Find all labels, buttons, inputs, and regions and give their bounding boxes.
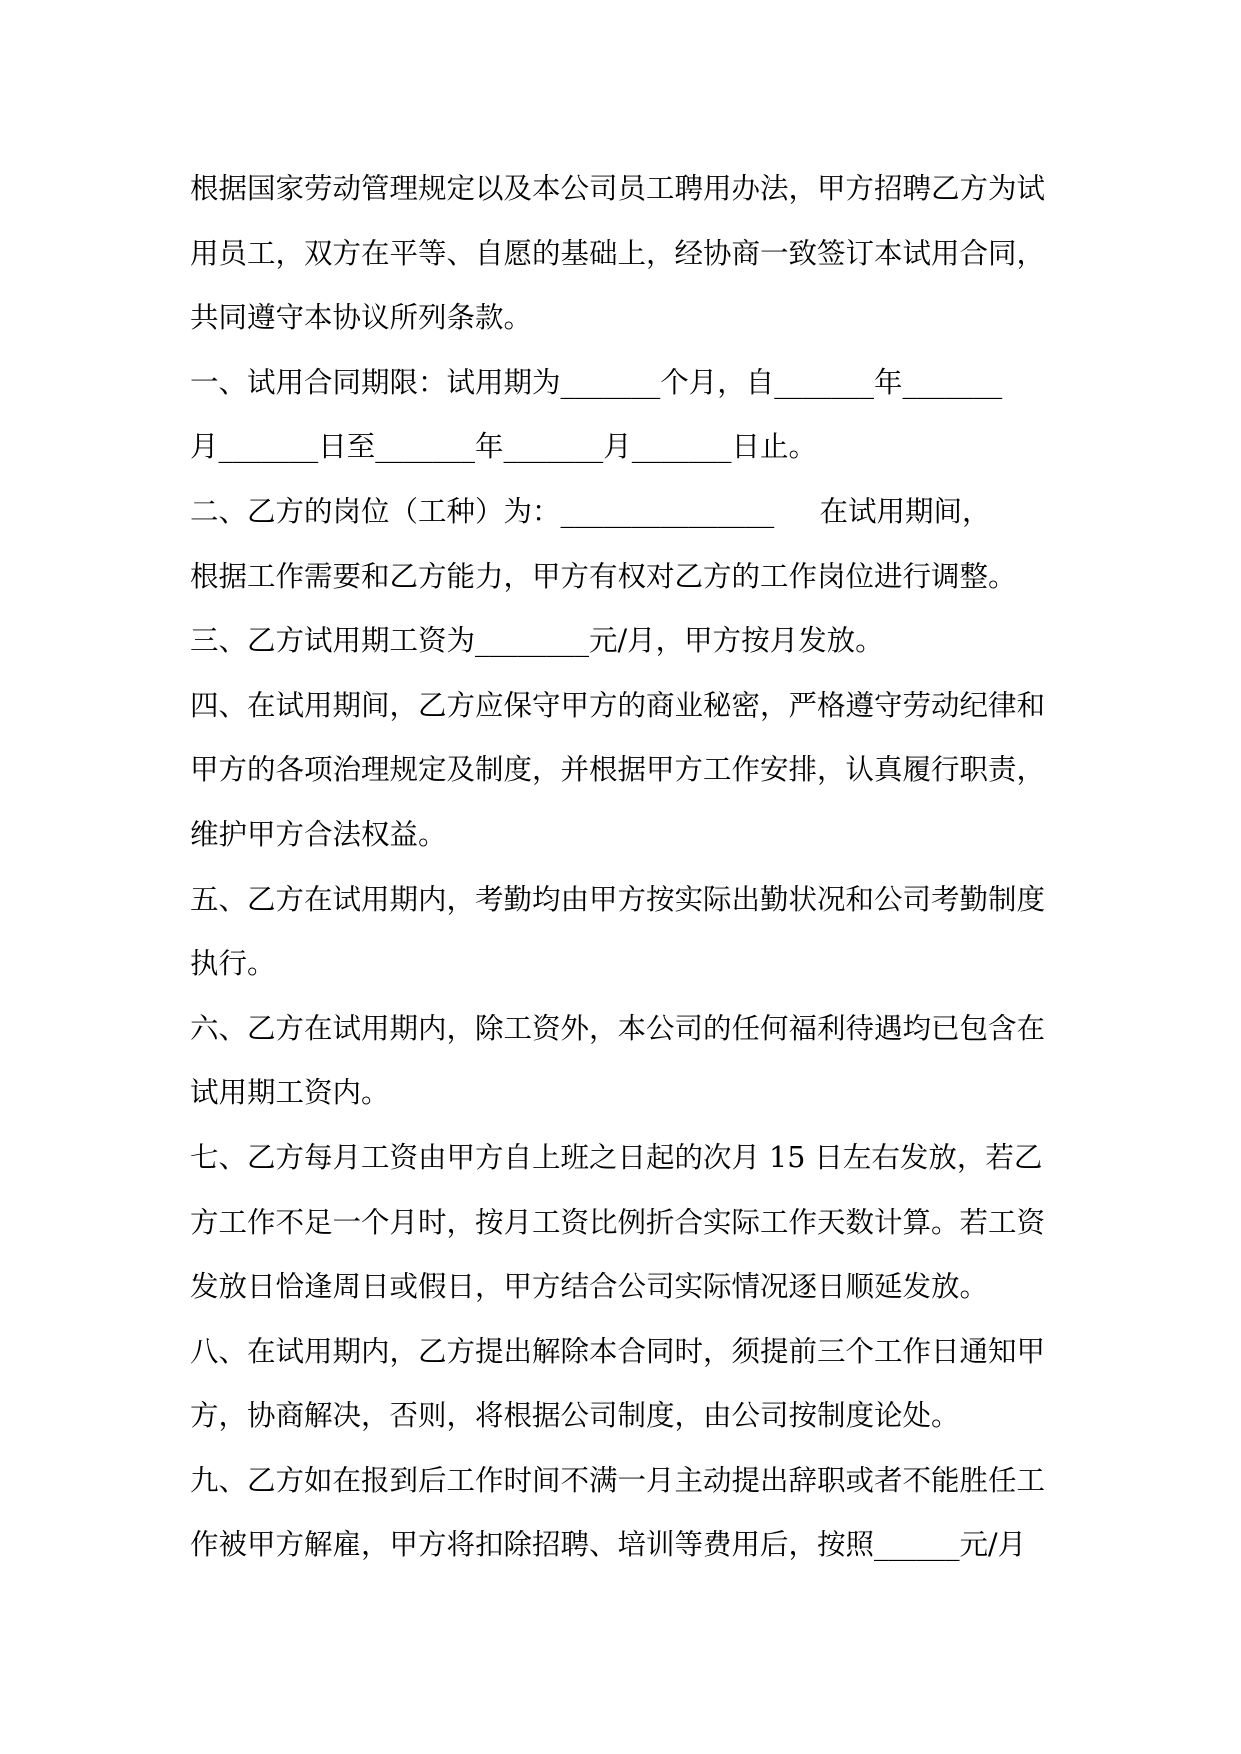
- text-line-22: 作被甲方解雇，甲方将扣除招聘、培训等费用后，按照______元/月: [190, 1528, 1027, 1562]
- text-line-11: 维护甲方合法权益。: [190, 817, 447, 851]
- text-line-5: 月_______日至_______年_______月_______日止。: [190, 430, 818, 464]
- text-line-4: 一、试用合同期限：试用期为_______个月，自_______年_______: [190, 365, 1003, 399]
- text-line-3: 共同遵守本协议所列条款。: [190, 301, 533, 335]
- text-line-17: 方工作不足一个月时，按月工资比例折合实际工作天数计算。若工资: [190, 1205, 1046, 1239]
- text-line-21: 九、乙方如在报到后工作时间不满一月主动提出辞职或者不能胜任工: [190, 1463, 1046, 1497]
- text-line-15: 试用期工资内。: [190, 1076, 390, 1110]
- text-line-7: 根据工作需要和乙方能力，甲方有权对乙方的工作岗位进行调整。: [190, 559, 1017, 593]
- contract-body: [190, 157, 1055, 1578]
- text-line-1: 根据国家劳动管理规定以及本公司员工聘用办法，甲方招聘乙方为试: [190, 172, 1046, 205]
- text-line-8: 三、乙方试用期工资为________元/月，甲方按月发放。: [190, 624, 884, 658]
- text-line-14: 六、乙方在试用期内，除工资外，本公司的任何福利待遇均已包含在: [190, 1011, 1046, 1045]
- text-line-20: 方，协商解决，否则，将根据公司制度，由公司按制度论处。: [190, 1399, 960, 1433]
- text-line-2: 用员工，双方在平等、自愿的基础上，经协商一致签订本试用合同，: [190, 236, 1046, 270]
- text-line-19: 八、在试用期内，乙方提出解除本合同时，须提前三个工作日通知甲: [190, 1334, 1046, 1368]
- text-line-18: 发放日恰逢周日或假日，甲方结合公司实际情况逐日顺延发放。: [190, 1270, 989, 1304]
- text-line-13: 执行。: [190, 947, 276, 981]
- text-line-6: 二、乙方的岗位（工种）为：_______________ 在试用期间，: [190, 494, 991, 528]
- text-line-9: 四、在试用期间，乙方应保守甲方的商业秘密，严格遵守劳动纪律和: [190, 688, 1046, 722]
- text-line-10: 甲方的各项治理规定及制度，并根据甲方工作安排，认真履行职责，: [190, 753, 1046, 787]
- text-line-12: 五、乙方在试用期内，考勤均由甲方按实际出勤状况和公司考勤制度: [190, 882, 1046, 916]
- text-line-16: 七、乙方每月工资由甲方自上班之日起的次月 15 日左右发放，若乙: [190, 1140, 1043, 1174]
